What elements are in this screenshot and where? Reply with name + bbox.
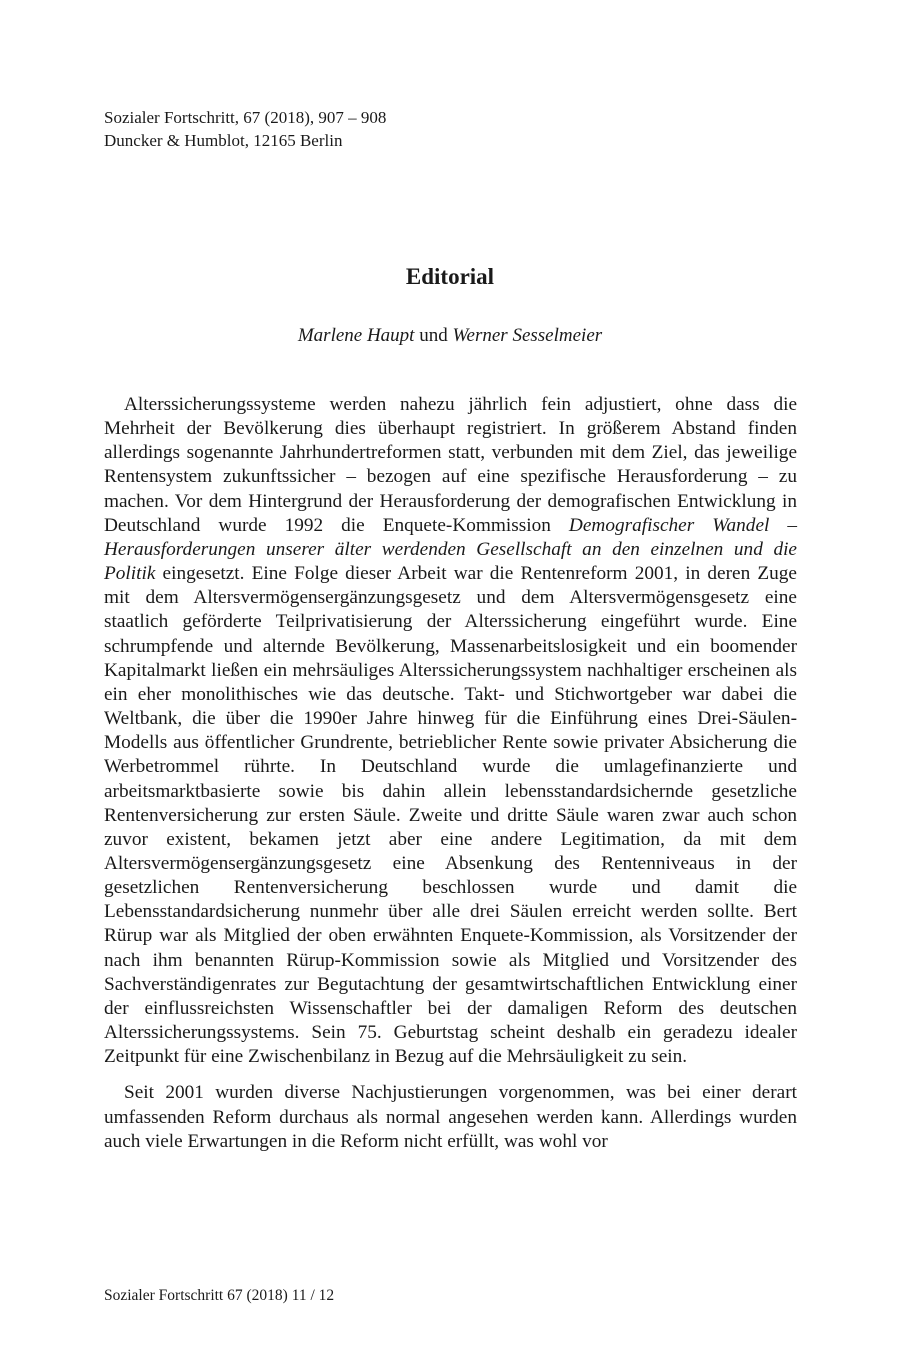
author-conjunction: und (414, 325, 453, 346)
commission-title: Demografischer Wandel – Herausforderungen unserer älter werdenden Gesellschaft an den einzelnen und die Politik (104, 514, 798, 585)
page-footer: Sozialer Fortschritt 67 (2018) 11 / 12 (104, 1287, 335, 1304)
citation-line: Sozialer Fortschritt, 67 (2018), 907 – 908 (104, 108, 387, 127)
publisher-line: Duncker & Humblot, 12165 Berlin (104, 131, 343, 150)
article-body (104, 393, 797, 1154)
paragraph-1-part-1: Alterssicherungssysteme werden nahezu jährlich fein adjustiert, ohne dass die Mehrheit der Bevölkerung dies überhaupt registriert. In größerem Abstand finden allerdings sogenannte Jahrhundertreformen statt, verbunden mit dem Ziel, das jeweilige Rentensystem zukunftssicher – bezogen auf eine spezifische Herausforderung – zu machen. Vor dem Hintergrund der Herausforderung der demografischen Entwicklung in Deutschland wurde 1992 die Enquete-Kommission (104, 394, 797, 536)
journal-header (104, 106, 386, 152)
author-line (0, 325, 900, 347)
paragraph-1-part-2: eingesetzt. Eine Folge dieser Arbeit war die Rentenreform 2001, in deren Zuge mit dem Altersvermögensergänzungsgesetz und dem Altersvermögensgesetz eine staatlich geförderte Teilprivatisierung der Alterssicherung eingeführt wurde. Eine schrumpfende und alternde Bevölkerung, Massenarbeitslosigkeit und ein boomender Kapitalmarkt ließen ein mehrsäuliges Alterssicherungssystem nachhaltiger erscheinen als ein eher monolithisches wie das deutsche. Takt- und Stichwortgeber war dabei die Weltbank, die über die 1990er Jahre hinweg für die Einführung eines Drei-Säulen-Modells aus öffentlicher Grundrente, betrieblicher Rente sowie privater Absicherung die Werbetrommel rührte. In Deutschland wurde die umlagefinanzierte und arbeitsmarktbasierte sowie bis dahin allein lebensstandardsichernde gesetzliche Rentenversicherung zur ersten Säule. Zweite und dritte Säule waren zwar auch schon zuvor existent, bekamen jetzt aber eine andere Legitimation, da mit dem Altersvermögensergänzungsgesetz eine Absenkung des Rentenniveaus in der gesetzlichen Rentenversicherung beschlossen wurde und damit die Lebensstandardsicherung nunmehr über alle drei Säulen erreicht werden sollte. Bert Rürup war als Mitglied der oben erwähnten Enquete-Kommission, als Vorsitzender der nach ihm benannten Rürup-Kommission sowie als Mitglied und Vorsitzender des Sachverständigenrates zur Begutachtung der gesamtwirtschaftlichen Entwicklung einer der einflussreichsten Wissenschaftler bei der damaligen Reform des deutschen Alterssicherungssystems. Sein 75. Geburtstag scheint deshalb ein geradezu idealer Zeitpunkt für eine Zwischenbilanz in Bezug auf die Mehrsäuligkeit zu sein. (104, 563, 797, 1068)
article-title: Editorial (405, 264, 495, 289)
paragraph-2: Seit 2001 wurden diverse Nachjustierungen vorgenommen, was bei einer derart umfassenden Reform durchaus als normal angesehen werden kann. Allerdings wurden auch viele Erwartungen in die Reform nicht erfüllt, was wohl vor (104, 1082, 797, 1152)
author-second: Werner Sesselmeier (452, 325, 603, 346)
paragraph-1 (104, 393, 797, 1069)
author-first: Marlene Haupt (297, 325, 415, 346)
